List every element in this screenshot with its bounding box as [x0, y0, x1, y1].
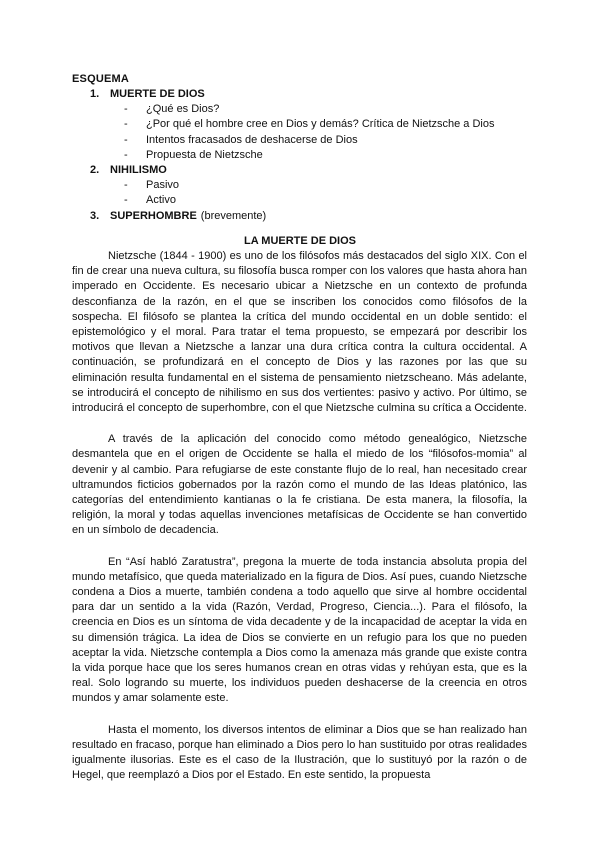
- outline-item-text: ¿Por qué el hombre cree en Dios y demás? Crítica de Nietzsche a Dios: [146, 118, 495, 131]
- paragraph: A través de la aplicación del conocido como método genealógico, Nietzsche desmantela que en el origen de Occidente se halla el miedo de los “filósofos-momia” al devenir y al cambio. Para refugiarse de este constante flujo de lo real, han necesitado crear ultramundos ficticios gobernados por la razón como el mundo de las Ideas platónico, las categorías del entendimiento kantianas o la fe cristiana. De esta manera, la filosofía, la religión, la moral y todas aquellas invenciones metafísicas de Occidente se han convertido en un símbolo de decadencia.: [72, 433, 527, 537]
- section-title: NIHILISMO: [110, 163, 167, 176]
- section-title: SUPERHOMBRE: [110, 209, 197, 222]
- bullet-dash: -: [124, 133, 128, 146]
- outline-section-1: [90, 87, 550, 102]
- outline-item: [90, 133, 550, 148]
- outline-item: [90, 178, 550, 193]
- section-number: 1.: [90, 88, 100, 100]
- outline-item: [90, 117, 550, 132]
- outline-item-text: Activo: [146, 194, 176, 207]
- outline-item-text: Propuesta de Nietzsche: [146, 148, 263, 161]
- paragraph: En “Así habló Zaratustra”, pregona la muerte de toda instancia absoluta propia del mundo metafísico, que queda materializado en la figura de Dios. Así pues, cuando Nietzsche condena a Dios a muerte, también condena a todo aquello que sirve al hombre occidental para dar un sentido a la vida (Razón, Verdad, Progreso, Ciencia...). Para el filósofo, la creencia en Dios es un síntoma de vida decadente y de la incapacidad de aceptar la vida en su dimensión trágica. La idea de Dios se convierte en un refugio para los que no pueden aceptar la vida. Nietzsche contempla a Dios como la amenaza más grande que existe contra la vida porque hace que los seres humanos crean en otras vidas y rehúyan esta, que es la real. Solo logrando su muerte, los individuos pueden deshacerse de la creencia en otros mundos y amar solamente este.: [72, 555, 527, 705]
- bullet-dash: -: [124, 118, 128, 131]
- outline-item-text: ¿Qué es Dios?: [146, 103, 220, 116]
- outline-item-text: Intentos fracasados de deshacerse de Dios: [146, 133, 358, 146]
- section-number: 3.: [90, 209, 100, 222]
- outline-item: [90, 193, 550, 208]
- esquema-outline: [90, 87, 550, 224]
- paragraph: Nietzsche (1844 - 1900) es uno de los filósofos más destacados del siglo XIX. Con el fin de crear una nueva cultura, su filosofía busca romper con los valores que hasta ahora han imperado en Occidente. Es necesario ubicar a Nietzsche en un contexto de profunda desconfianza de la razón, en el que se inscriben los conocidos como filósofos de la sospecha. El filósofo se plantea la crítica del mundo occidental en un doble sentido: el epistemológico y el moral. Para tratar el tema propuesto, se empezará por describir los motivos que llevan a Nietzsche a lanzar una dura crítica contra la cultura occidental. A continuación, se profundizará en el concepto de Dios y las razones por las que su eliminación resulta fundamental en el sistema de pensamiento nietzscheano. Más adelante, se introducirá el concepto de nihilismo en sus dos vertientes: pasivo y activo. Por último, se introducirá el concepto de superhombre, con el que Nietzsche culmina su crítica a Occidente.: [72, 250, 527, 415]
- outline-item-text: Pasivo: [146, 179, 180, 192]
- bullet-dash: -: [124, 148, 128, 161]
- paragraph: Hasta el momento, los diversos intentos de eliminar a Dios que se han realizado han resultado en fracaso, porque han eliminado a Dios pero lo han sustituido por otras realidades igualmente ilusorias. Este es el caso de la Ilustración, que lo sustituyó por la razón o de Hegel, que reemplazó a Dios por el Estado. En este sentido, la propuesta: [72, 723, 527, 782]
- bullet-dash: -: [124, 179, 128, 192]
- esquema-title: ESQUEMA: [72, 73, 130, 85]
- outline-item: [90, 148, 550, 163]
- article-heading: LA MUERTE DE DIOS: [243, 235, 357, 247]
- bullet-dash: -: [124, 194, 128, 207]
- outline-section-3: [90, 209, 550, 224]
- section-note: (brevemente): [200, 209, 267, 222]
- section-number: 2.: [90, 163, 100, 176]
- section-title: MUERTE DE DIOS: [110, 88, 205, 100]
- bullet-dash: -: [124, 103, 128, 116]
- article-body: [72, 249, 527, 800]
- outline-item: [90, 102, 550, 117]
- outline-section-2: [90, 163, 550, 178]
